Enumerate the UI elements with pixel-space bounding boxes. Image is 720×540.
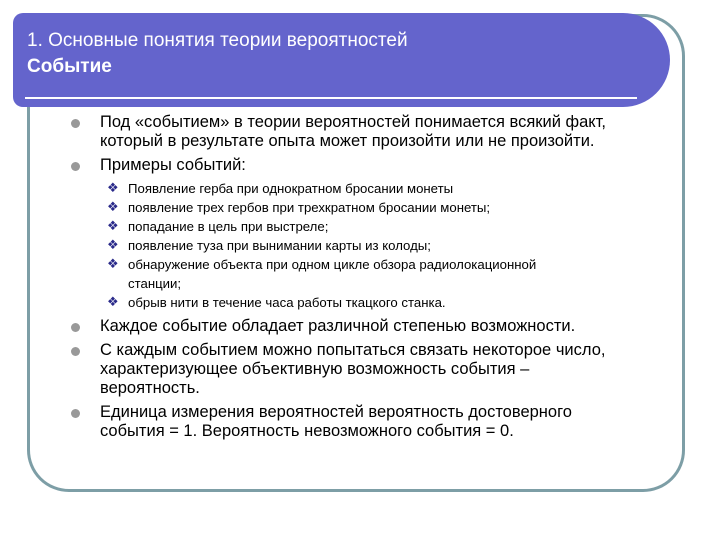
bullet-dot-icon <box>71 347 80 356</box>
bullet-text-line: Единица измерения вероятностей вероятность достоверного <box>100 403 572 421</box>
bullet-item <box>100 156 670 175</box>
bullet-text-line: Каждое событие обладает различной степенью возможности. <box>100 317 576 335</box>
bullet-text-line: события = 1. Вероятность невозможного события = 0. <box>100 422 514 440</box>
example-text-line: обнаружение объекта при одном цикле обзора радиолокационной <box>128 257 537 272</box>
bullet-text-line: С каждым событием можно попытаться связать некоторое число, <box>100 341 606 359</box>
example-text-line: появление трех гербов при трехкратном бросании монеты; <box>128 200 491 215</box>
bullet-text-line: характеризующее объективную возможность события – <box>100 360 530 378</box>
slide-title: 1. Основные понятия теории вероятностей <box>27 30 408 51</box>
diamond-bullet-icon: ❖ <box>107 200 119 215</box>
example-item <box>107 179 648 198</box>
bullet-dot-icon <box>71 323 80 332</box>
slide-subtitle: Событие <box>27 56 112 77</box>
bullet-item <box>100 341 670 398</box>
example-item <box>107 293 648 312</box>
diamond-bullet-icon: ❖ <box>107 181 119 196</box>
example-item <box>107 198 648 217</box>
bullet-dot-icon <box>71 162 80 171</box>
bullet-text-line: Под «событием» в теории вероятностей понимается всякий факт, <box>100 113 606 131</box>
example-item <box>107 255 648 293</box>
example-text-line: попадание в цель при выстреле; <box>128 219 329 234</box>
diamond-bullet-icon: ❖ <box>107 257 119 272</box>
example-text-line: Появление герба при однократном бросании монеты <box>128 181 454 196</box>
example-text-line: обрыв нити в течение часа работы ткацкого станка. <box>128 295 446 310</box>
bullet-item <box>100 113 670 151</box>
diamond-bullet-icon: ❖ <box>107 238 119 253</box>
diamond-bullet-icon: ❖ <box>107 219 119 234</box>
example-text-line: появление туза при вынимании карты из колоды; <box>128 238 431 253</box>
bullet-item <box>100 317 670 336</box>
example-item <box>107 236 648 255</box>
bullet-text-line: вероятность. <box>100 379 200 397</box>
bullet-text-line: который в результате опыта может произойти или не произойти. <box>100 132 595 150</box>
bullet-text-line: Примеры событий: <box>100 156 246 174</box>
example-text-line: станции; <box>128 276 182 291</box>
bullet-item <box>100 403 670 441</box>
bullet-dot-icon <box>71 119 80 128</box>
example-item <box>107 217 648 236</box>
diamond-bullet-icon: ❖ <box>107 295 119 310</box>
bullet-dot-icon <box>71 409 80 418</box>
